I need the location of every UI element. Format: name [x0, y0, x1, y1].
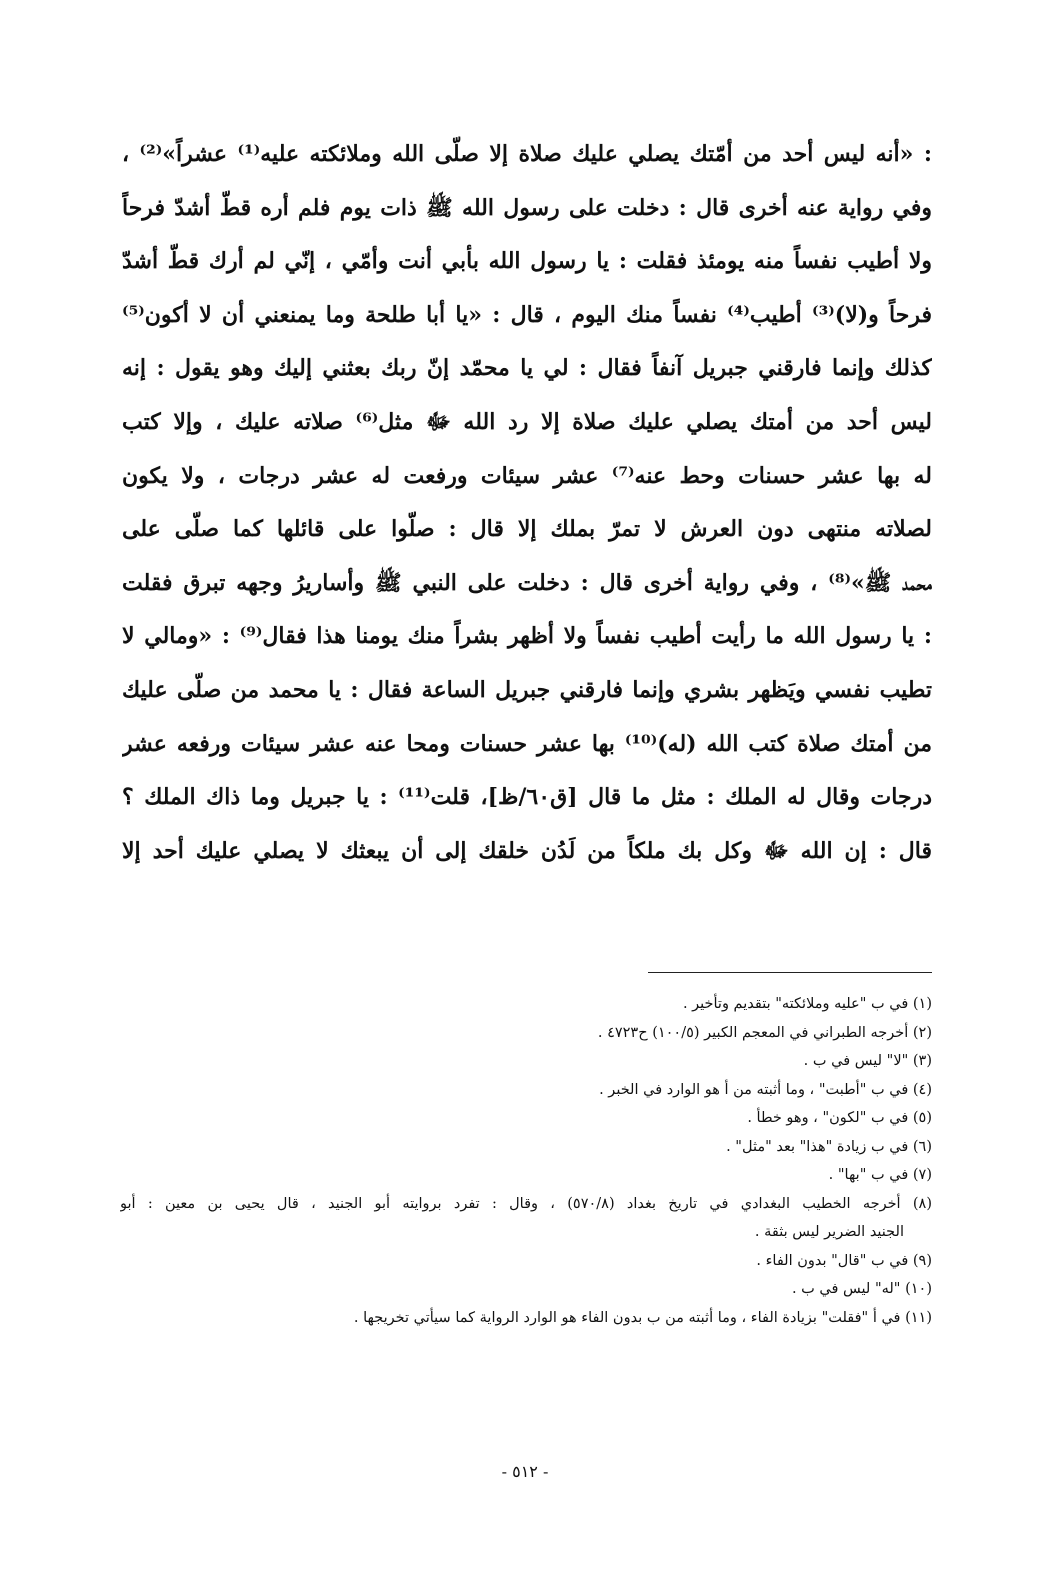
main-text-line: محمد ﷺ»⁽⁸⁾ ، وفي رواية أخرى قال : دخلت على النبي ﷺ وأساريرُ وجهه تبرق فقلت [122, 569, 932, 596]
footnote: (٩) في ب "قال" بدون الفاء . [756, 1252, 932, 1269]
footnote: (٣) "لا" ليس في ب . [803, 1053, 932, 1069]
footnote: (١٠) "له" ليس في ب . [791, 1281, 932, 1297]
main-text-line: كذلك وإنما فارقني جبريل آنفاً فقال : لي يا محمّد إنّ ربك بعثني إليك وهو يقول : إنه [122, 355, 932, 382]
footnote-continuation: الجنيد الضرير ليس بثقة . [754, 1224, 904, 1240]
main-text-line: : يا رسول الله ما رأيت أطيب نفساً ولا أظهر بشراً منك يومنا هذا فقال⁽⁹⁾ : «ومالي لا [122, 623, 932, 650]
main-text-line: ليس أحد من أمتك يصلي عليك صلاة إلا رد الله ﷻ مثل⁽⁶⁾ صلاته عليك ، وإلا كتب [122, 408, 932, 435]
main-text-line: لصلاته منتهى دون العرش لا تمرّ بملك إلا قال : صلّوا على قائلها كما صلّى على [122, 516, 932, 543]
footnote: (١١) في أ "فقلت" بزيادة الفاء ، وما أثبته من ب بدون الفاء هو الوارد الرواية كما سيأتي تخريجها . [353, 1309, 932, 1326]
main-text-line: قال : إن الله ﷻ وكل بك ملكاً من لَدُن خلقك إلى أن يبعثك لا يصلي عليك أحد إلا [122, 837, 932, 864]
footnote: (١) في ب "عليه وملائكته" بتقديم وتأخير . [682, 996, 932, 1012]
footnote: (٧) في ب "بها" . [828, 1167, 932, 1183]
main-text-line: من أمتك صلاة كتب الله (له)⁽¹⁰⁾ بها عشر حسنات ومحا عنه عشر سيئات ورفعه عشر [122, 730, 932, 757]
main-text-line: فرحاً و(لا)⁽³⁾ أطيب⁽⁴⁾ نفساً منك اليوم ، قال : «يا أبا طلحة وما يمنعني أن لا أكون⁽⁵⁾ [122, 301, 932, 328]
page-number: - ٥١٢ - [501, 1462, 549, 1481]
footnote: (٦) في ب زيادة "هذا" بعد "مثل" . [726, 1138, 932, 1155]
footnote: (٤) في ب "أطبت" ، وما أثبته من أ هو الوارد في الخبر . [599, 1081, 932, 1098]
footnote: (٢) أخرجه الطبراني في المعجم الكبير (١٠٠/٥) ح٤٧٢٣ . [597, 1024, 932, 1041]
main-text-line: ولا أطيب نفساً منه يومئذ فقلت : يا رسول الله بأبي أنت وأمّي ، إنّي لم أرك قطّ أشدّ [122, 248, 932, 275]
main-text-line: له بها عشر حسنات وحط عنه⁽⁷⁾ عشر سيئات ورفعت له عشر درجات ، ولا يكون [122, 462, 932, 489]
footnote-separator [648, 972, 932, 973]
footnotes-block [120, 990, 932, 1332]
main-text-line: درجات وقال له الملك : مثل ما قال [ق٦٠/ظ]، قلت⁽¹¹⁾ : يا جبريل وما ذاك الملك ؟ [122, 784, 932, 811]
main-text-line: تطيب نفسي ويَظهر بشري وإنما فارقني جبريل الساعة فقال : يا محمد من صلّى عليك [122, 676, 932, 703]
main-text-line: : «أنه ليس أحد من أمّتك يصلي عليك صلاة إلا صلّى الله وملائكته عليه⁽¹⁾ عشراً»⁽²⁾ ، [122, 141, 932, 167]
footnote: (٨) أخرجه الخطيب البغدادي في تاريخ بغداد (٥٧٠/٨) ، وقال : تفرد بروايته أبو الجنيد ، قال يحيى بن معين : أبو [120, 1195, 932, 1212]
main-text-block [122, 128, 932, 878]
footnote: (٥) في ب "لكون" ، وهو خطأ . [747, 1110, 932, 1126]
main-text-line: وفي رواية عنه أخرى قال : دخلت على رسول الله ﷺ ذات يوم فلم أره قطّ أشدّ فرحاً [122, 194, 932, 221]
